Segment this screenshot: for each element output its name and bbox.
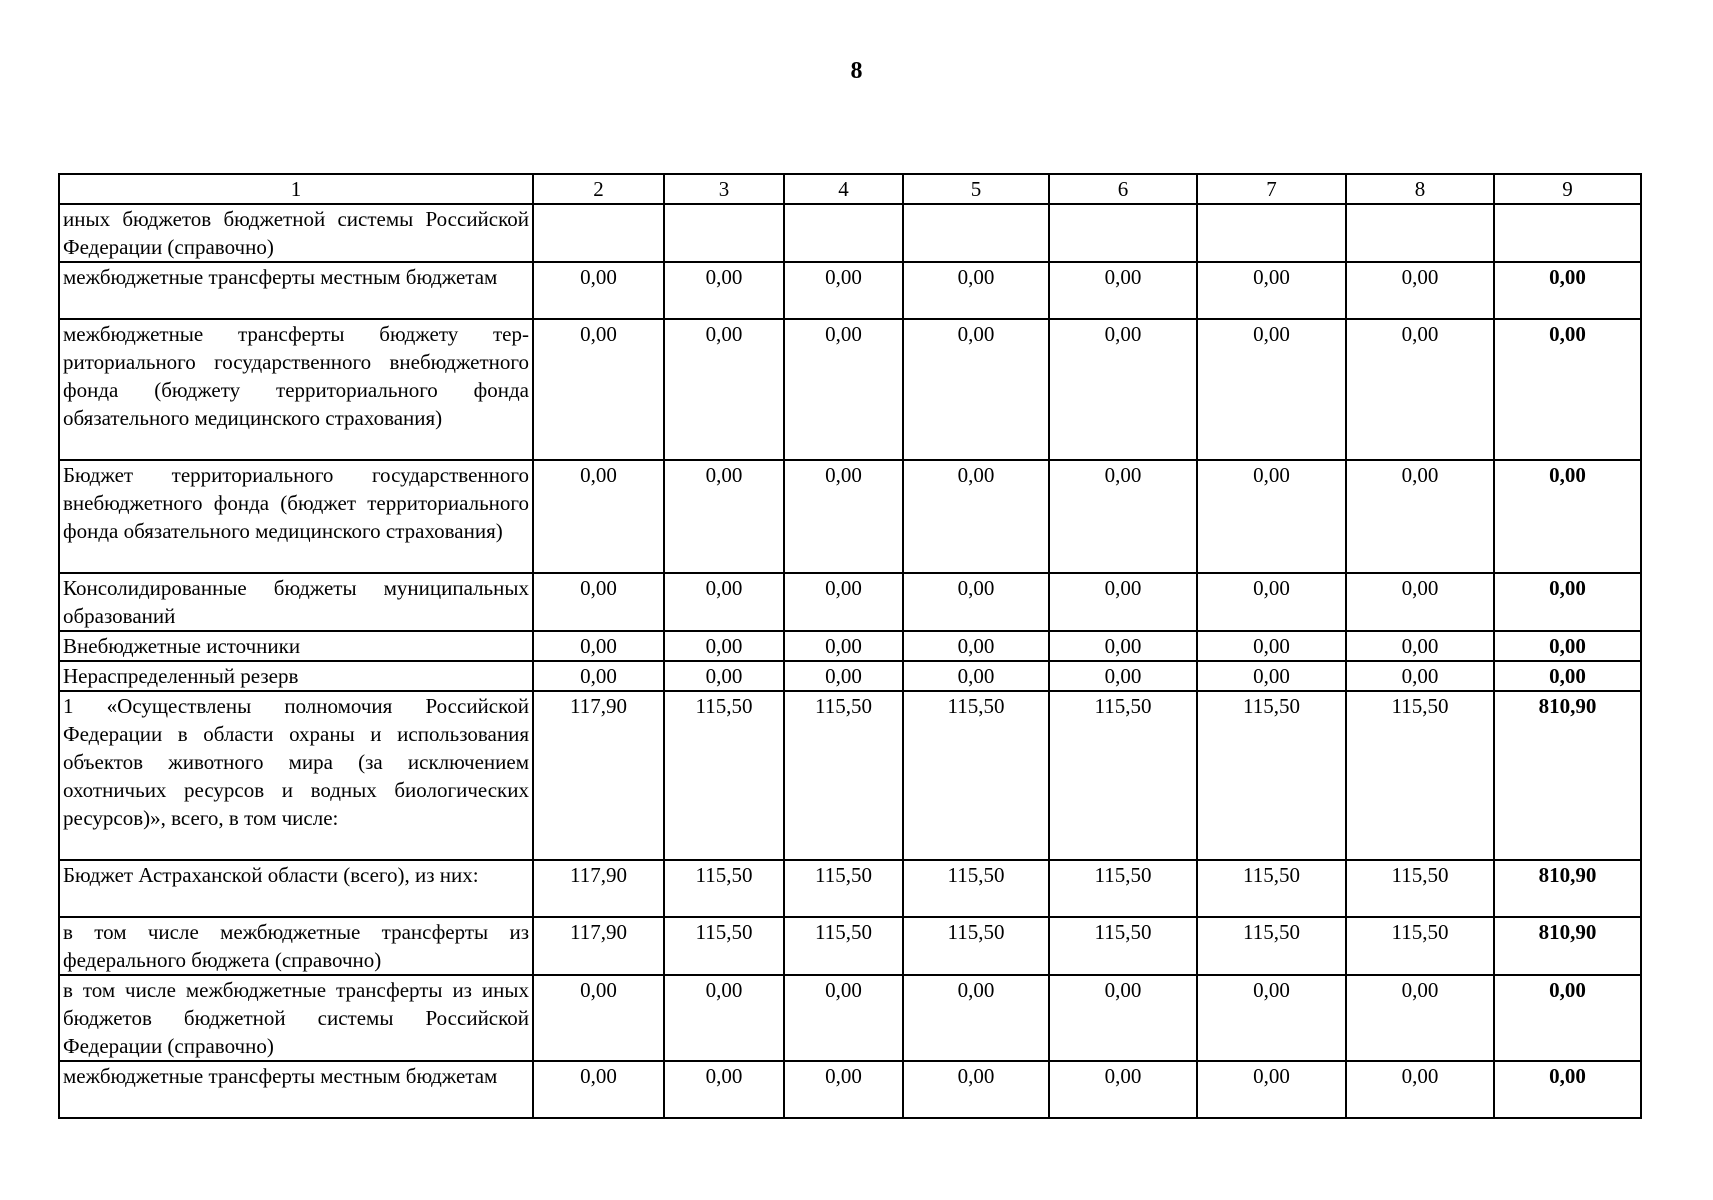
column-number: 2 [533, 174, 664, 204]
row-label: Внебюджетные источники [59, 631, 533, 661]
table-cell: 0,00 [1346, 1061, 1494, 1118]
table-cell: 0,00 [903, 975, 1049, 1061]
table-cell: 0,00 [903, 262, 1049, 319]
table-cell: 0,00 [1346, 262, 1494, 319]
budget-table [58, 173, 1642, 1119]
column-number: 4 [784, 174, 903, 204]
table-cell: 0,00 [903, 319, 1049, 460]
table-cell: 0,00 [784, 631, 903, 661]
table-row [59, 204, 1641, 262]
table-cell: 0,00 [1346, 975, 1494, 1061]
table-cell: 0,00 [664, 975, 784, 1061]
column-number: 6 [1049, 174, 1197, 204]
table-cell: 117,90 [533, 691, 664, 860]
table-cell: 0,00 [1346, 661, 1494, 691]
table-cell: 0,00 [664, 573, 784, 631]
table-cell: 0,00 [1197, 661, 1346, 691]
table-cell: 117,90 [533, 860, 664, 917]
column-number: 9 [1494, 174, 1641, 204]
row-label: в том числе межбюджетные трансферты из федерального бюджета (справочно) [59, 917, 533, 975]
table-cell [903, 204, 1049, 262]
table-cell: 0,00 [664, 1061, 784, 1118]
table-cell: 0,00 [533, 631, 664, 661]
table-row [59, 631, 1641, 661]
table-cell: 0,00 [784, 460, 903, 573]
table-row [59, 460, 1641, 573]
table-cell: 117,90 [533, 917, 664, 975]
table-cell: 0,00 [664, 262, 784, 319]
table-cell: 0,00 [903, 460, 1049, 573]
table-cell: 115,50 [664, 860, 784, 917]
row-label: межбюджетные трансферты местным бюджетам [59, 262, 533, 319]
row-label: Консолидированные бюджеты муниципальных образований [59, 573, 533, 631]
table-cell: 0,00 [784, 319, 903, 460]
table-cell: 115,50 [1197, 860, 1346, 917]
table-row [59, 1061, 1641, 1118]
table-cell: 0,00 [784, 975, 903, 1061]
table-cell: 115,50 [903, 691, 1049, 860]
table-cell: 0,00 [1049, 319, 1197, 460]
table-cell-total: 0,00 [1494, 661, 1641, 691]
table-cell: 0,00 [533, 460, 664, 573]
table-cell: 0,00 [533, 319, 664, 460]
table-cell [664, 204, 784, 262]
table-cell: 0,00 [1049, 1061, 1197, 1118]
table-cell: 115,50 [1049, 917, 1197, 975]
table-cell: 115,50 [1346, 691, 1494, 860]
row-label: межбюджетные трансферты бюджету территориального государственного внебюджетного фонда (бюджету территориального фонда обязательного медицинского страхования) [59, 319, 533, 460]
table-cell-total: 0,00 [1494, 262, 1641, 319]
column-number: 1 [59, 174, 533, 204]
table-cell: 115,50 [1346, 917, 1494, 975]
row-label: Бюджет территориального государственного внебюджетного фонда (бюджет территориального фонда обязательного медицинского страхования) [59, 460, 533, 573]
table-cell: 0,00 [533, 262, 664, 319]
table-row [59, 691, 1641, 860]
table-cell: 0,00 [784, 262, 903, 319]
table-cell-total: 810,90 [1494, 917, 1641, 975]
table-row [59, 661, 1641, 691]
table-cell-total: 810,90 [1494, 691, 1641, 860]
table-cell-total: 0,00 [1494, 1061, 1641, 1118]
column-number: 5 [903, 174, 1049, 204]
table-cell: 0,00 [1049, 975, 1197, 1061]
table-cell [1346, 204, 1494, 262]
table-cell: 0,00 [1197, 262, 1346, 319]
table-cell [1197, 204, 1346, 262]
table-cell: 0,00 [784, 661, 903, 691]
table-cell: 0,00 [1197, 631, 1346, 661]
table-cell: 115,50 [784, 860, 903, 917]
column-number: 8 [1346, 174, 1494, 204]
table-row [59, 262, 1641, 319]
row-label: Бюджет Астраханской области (всего), из них: [59, 860, 533, 917]
table-cell-total: 0,00 [1494, 573, 1641, 631]
table-cell: 0,00 [1197, 319, 1346, 460]
table-cell: 0,00 [1049, 661, 1197, 691]
table-cell-total: 0,00 [1494, 975, 1641, 1061]
table-cell: 0,00 [1197, 573, 1346, 631]
table-cell: 0,00 [533, 1061, 664, 1118]
table-cell: 0,00 [1049, 631, 1197, 661]
table-cell-total [1494, 204, 1641, 262]
table-cell: 0,00 [903, 631, 1049, 661]
table-cell-total: 0,00 [1494, 631, 1641, 661]
table-cell [784, 204, 903, 262]
table-cell: 115,50 [784, 917, 903, 975]
table-cell: 0,00 [664, 319, 784, 460]
table-cell: 0,00 [664, 631, 784, 661]
table-cell: 0,00 [1049, 573, 1197, 631]
table-cell: 115,50 [903, 860, 1049, 917]
table-cell-total: 810,90 [1494, 860, 1641, 917]
table-cell: 0,00 [1049, 460, 1197, 573]
table-cell: 0,00 [1197, 975, 1346, 1061]
table-cell: 115,50 [784, 691, 903, 860]
table-cell: 0,00 [903, 1061, 1049, 1118]
table-cell: 0,00 [1346, 460, 1494, 573]
row-label: 1 «Осуществлены полномочия Российской Федерации в области охраны и использования объектов животного мира (за исключением охотничьих ресурсов и водных биологических ресурсов)», всего, в том числе: [59, 691, 533, 860]
column-number: 3 [664, 174, 784, 204]
table-cell: 115,50 [1049, 860, 1197, 917]
table-cell: 0,00 [1197, 1061, 1346, 1118]
table-cell: 0,00 [903, 573, 1049, 631]
table-cell: 0,00 [784, 1061, 903, 1118]
table-cell: 0,00 [1197, 460, 1346, 573]
table-cell: 0,00 [664, 460, 784, 573]
row-label: межбюджетные трансферты местным бюджетам [59, 1061, 533, 1118]
table-cell: 0,00 [1049, 262, 1197, 319]
column-number-row [59, 174, 1641, 204]
table-row [59, 319, 1641, 460]
table-cell: 115,50 [1346, 860, 1494, 917]
table-row [59, 860, 1641, 917]
table-row [59, 573, 1641, 631]
column-number: 7 [1197, 174, 1346, 204]
table-cell: 115,50 [1049, 691, 1197, 860]
table-cell: 0,00 [1346, 631, 1494, 661]
row-label: Нераспределенный резерв [59, 661, 533, 691]
table-cell: 0,00 [784, 573, 903, 631]
table-cell: 115,50 [664, 691, 784, 860]
table-cell: 0,00 [664, 661, 784, 691]
table-cell [533, 204, 664, 262]
table-cell: 115,50 [664, 917, 784, 975]
table-cell [1049, 204, 1197, 262]
page-number: 8 [850, 58, 863, 84]
table-cell: 115,50 [1197, 691, 1346, 860]
table-cell-total: 0,00 [1494, 319, 1641, 460]
table-cell: 115,50 [1197, 917, 1346, 975]
row-label: в том числе межбюджетные трансферты из иных бюджетов бюджетной системы Российской Федерации (справочно) [59, 975, 533, 1061]
table-row [59, 917, 1641, 975]
table-cell: 0,00 [1346, 573, 1494, 631]
table-cell: 0,00 [533, 573, 664, 631]
table-cell: 0,00 [533, 661, 664, 691]
row-label: иных бюджетов бюджетной системы Российской Федерации (справочно) [59, 204, 533, 262]
table-cell: 0,00 [1346, 319, 1494, 460]
table-cell: 115,50 [903, 917, 1049, 975]
table-cell-total: 0,00 [1494, 460, 1641, 573]
table-row [59, 975, 1641, 1061]
table-cell: 0,00 [533, 975, 664, 1061]
table-cell: 0,00 [903, 661, 1049, 691]
